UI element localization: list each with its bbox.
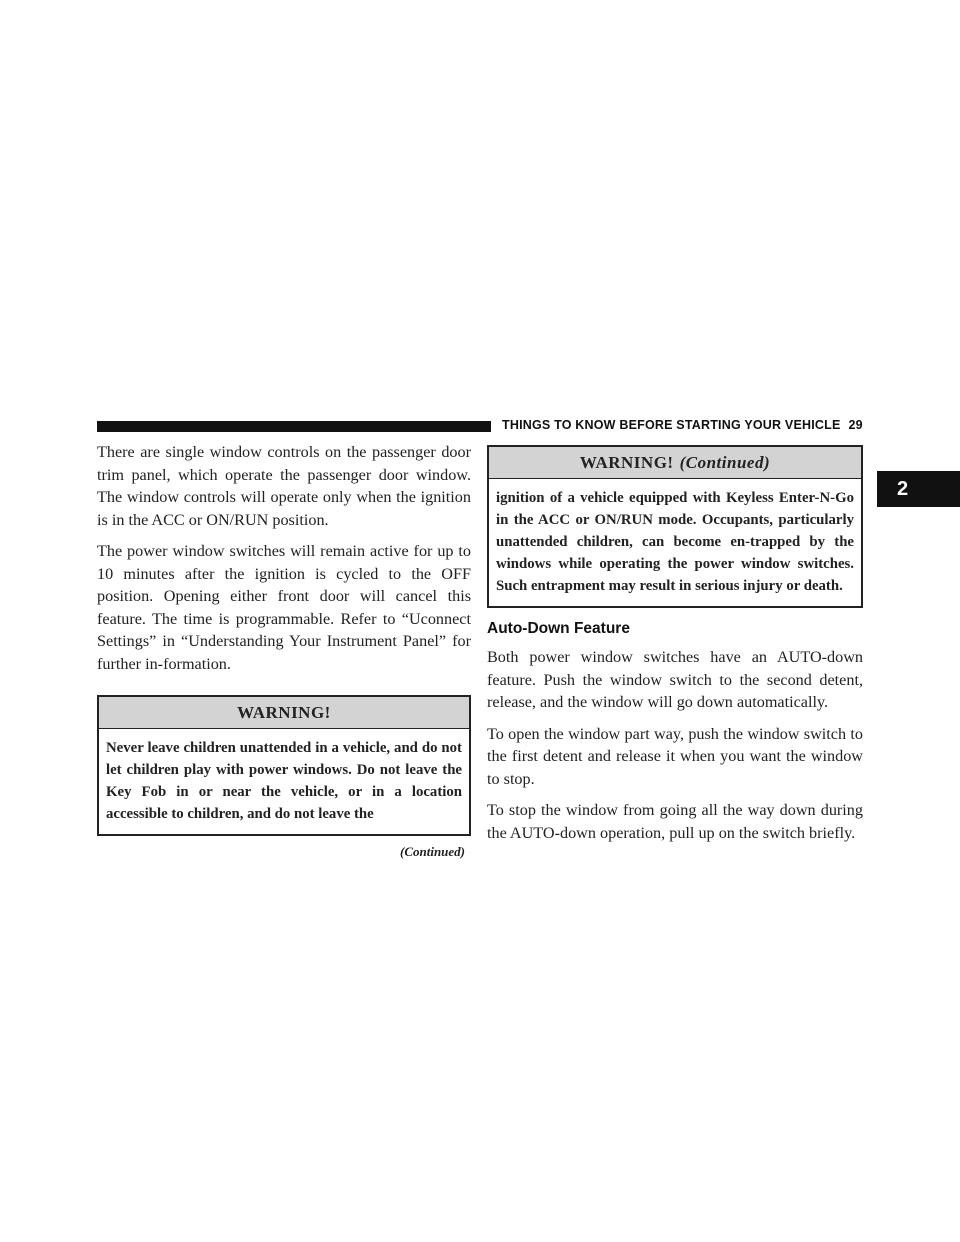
warning-box-continued: [487, 445, 863, 608]
paragraph-passenger-controls: There are single window controls on the passenger door trim panel, which operate the passenger door window. The window controls will operate only when the ignition is in the ACC or ON/RUN position.: [97, 443, 471, 529]
running-header: [502, 418, 863, 432]
right-column: [487, 445, 863, 853]
section-heading: Auto-Down Feature: [487, 620, 630, 637]
warning-text: Never leave children unattended in a vehicle, and do not let children play with power windows. Do not leave the Key Fob in or near the vehicle, or in a location accessible to children, and do not leave the: [106, 740, 462, 822]
continued-note: (Continued): [399, 844, 465, 859]
chapter-tab: 2: [877, 471, 960, 507]
warning-title: WARNING!: [99, 697, 469, 729]
warning-box: [97, 695, 471, 836]
paragraph-switch-timeout: The power window switches will remain active for up to 10 minutes after the ignition is cycled to the OFF position. Opening either front door will cancel this feature. The time is programmable. Refer to “Uconnect Settings” in “Understanding Your Instrument Panel” for further in-formation.: [97, 542, 471, 673]
warning-continued-label: (Continued): [679, 453, 771, 472]
warning-text-continued: ignition of a vehicle equipped with Keyless Enter-N-Go in the ACC or ON/RUN mode. Occupants, particularly unattended children, can become en-trapped by the windows while operating the power window switches. Such entrapment may result in serious injury or death.: [496, 490, 854, 594]
left-column: [97, 441, 471, 860]
chapter-title: THINGS TO KNOW BEFORE STARTING YOUR VEHICLE: [502, 418, 841, 432]
paragraph-auto-down: Both power window switches have an AUTO-down feature. Push the window switch to the second detent, release, and the window will go down automatically.: [487, 648, 863, 711]
page-number: 29: [848, 418, 863, 432]
paragraph-part-way: To open the window part way, push the window switch to the first detent and release it when you want the window to stop.: [487, 724, 863, 788]
warning-title-continued: WARNING! (Continued): [489, 447, 861, 479]
paragraph-stop-window: To stop the window from going all the way down during the AUTO-down operation, pull up on the switch briefly.: [487, 801, 863, 842]
header-rule: [97, 421, 491, 432]
